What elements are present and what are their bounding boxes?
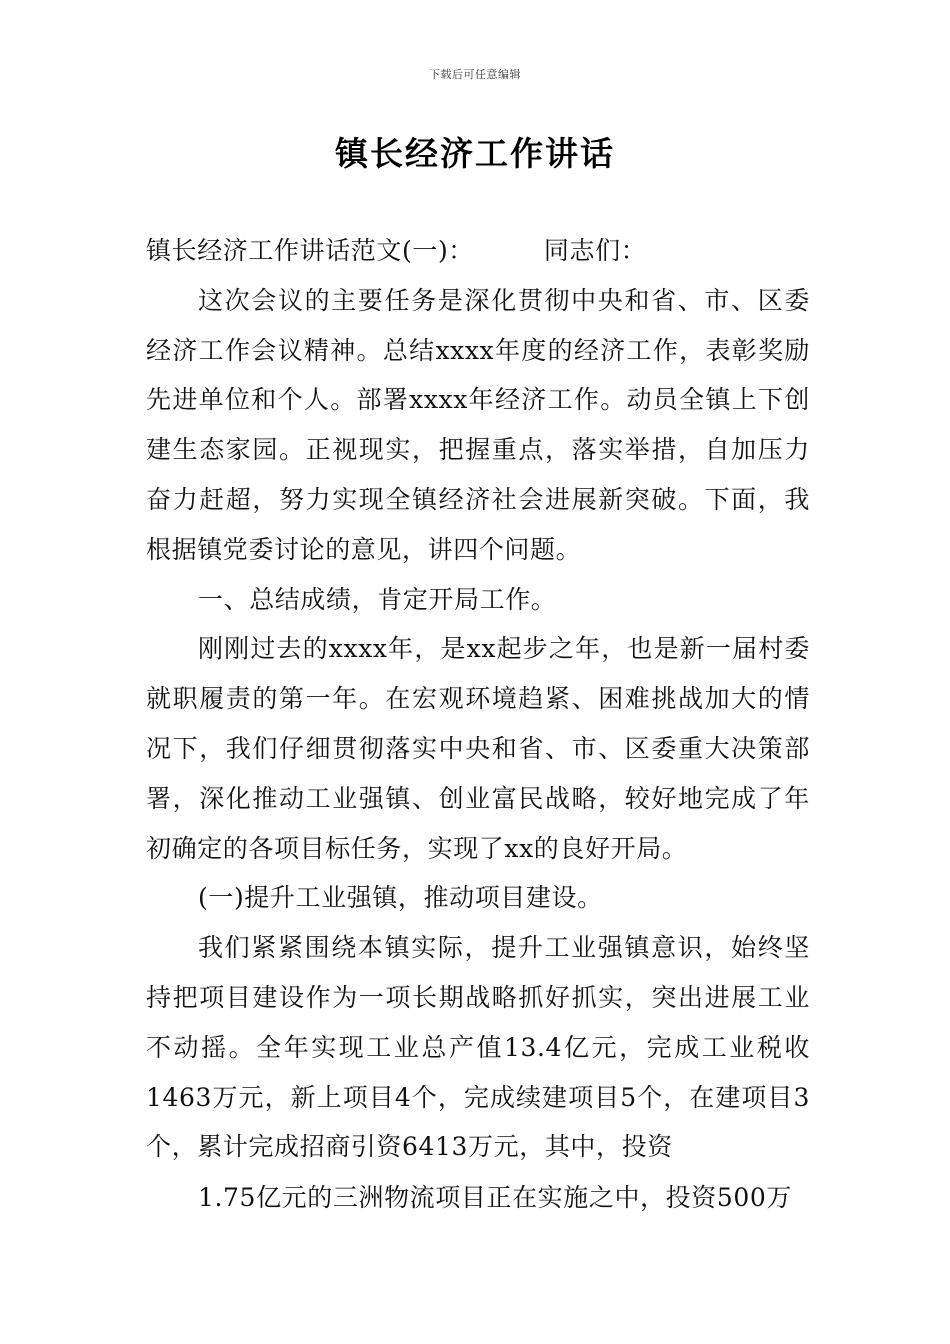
intro-label: 镇长经济工作讲话范文(一)： xyxy=(146,236,474,265)
document-title: 镇长经济工作讲话 xyxy=(335,134,615,173)
paragraph-2: 刚刚过去的xxxx年，是xx起步之年，也是新一届村委就职履责的第一年。在宏观环境趋紧、困难挑战加大的情况下，我们仔细贯彻落实中央和省、市、区委重大决策部署，深化推动工业强镇、创业富民战略，较好地完成了年初确定的各项目标任务，实现了xx的良好开局。 xyxy=(146,634,810,863)
paragraph-4: 1.75亿元的三洲物流项目正在实施之中，投资500万 xyxy=(198,1183,792,1213)
section-heading-1: 一、总结成绩，肯定开局工作。 xyxy=(198,584,557,614)
salutation: 同志们： xyxy=(543,236,647,265)
paragraph-1: 这次会议的主要任务是深化贯彻中央和省、市、区委经济工作会议精神。总结xxxx年度的经济工作，表彰奖励先进单位和个人。部署xxxx年经济工作。动员全镇上下创建生态家园。正视现实，把握重点，落实举措，自加压力奋力赶超，努力实现全镇经济社会进展新突破。下面，我根据镇党委讨论的意见，讲四个问题。 xyxy=(146,285,810,564)
subsection-heading-1: (一)提升工业强镇，推动项目建设。 xyxy=(198,883,603,913)
paragraph-3: 我们紧紧围绕本镇实际，提升工业强镇意识，始终坚持把项目建设作为一项长期战略抓好抓实，突出进展工业不动摇。全年实现工业总产值13.4亿元，完成工业税收1463万元，新上项目4个，完成续建项目5个，在建项目3个，累计完成招商引资6413万元，其中，投资 xyxy=(146,933,810,1162)
document-body xyxy=(146,226,810,1223)
header-note: 下载后可任意编辑 xyxy=(429,68,521,81)
intro-line xyxy=(146,226,810,276)
